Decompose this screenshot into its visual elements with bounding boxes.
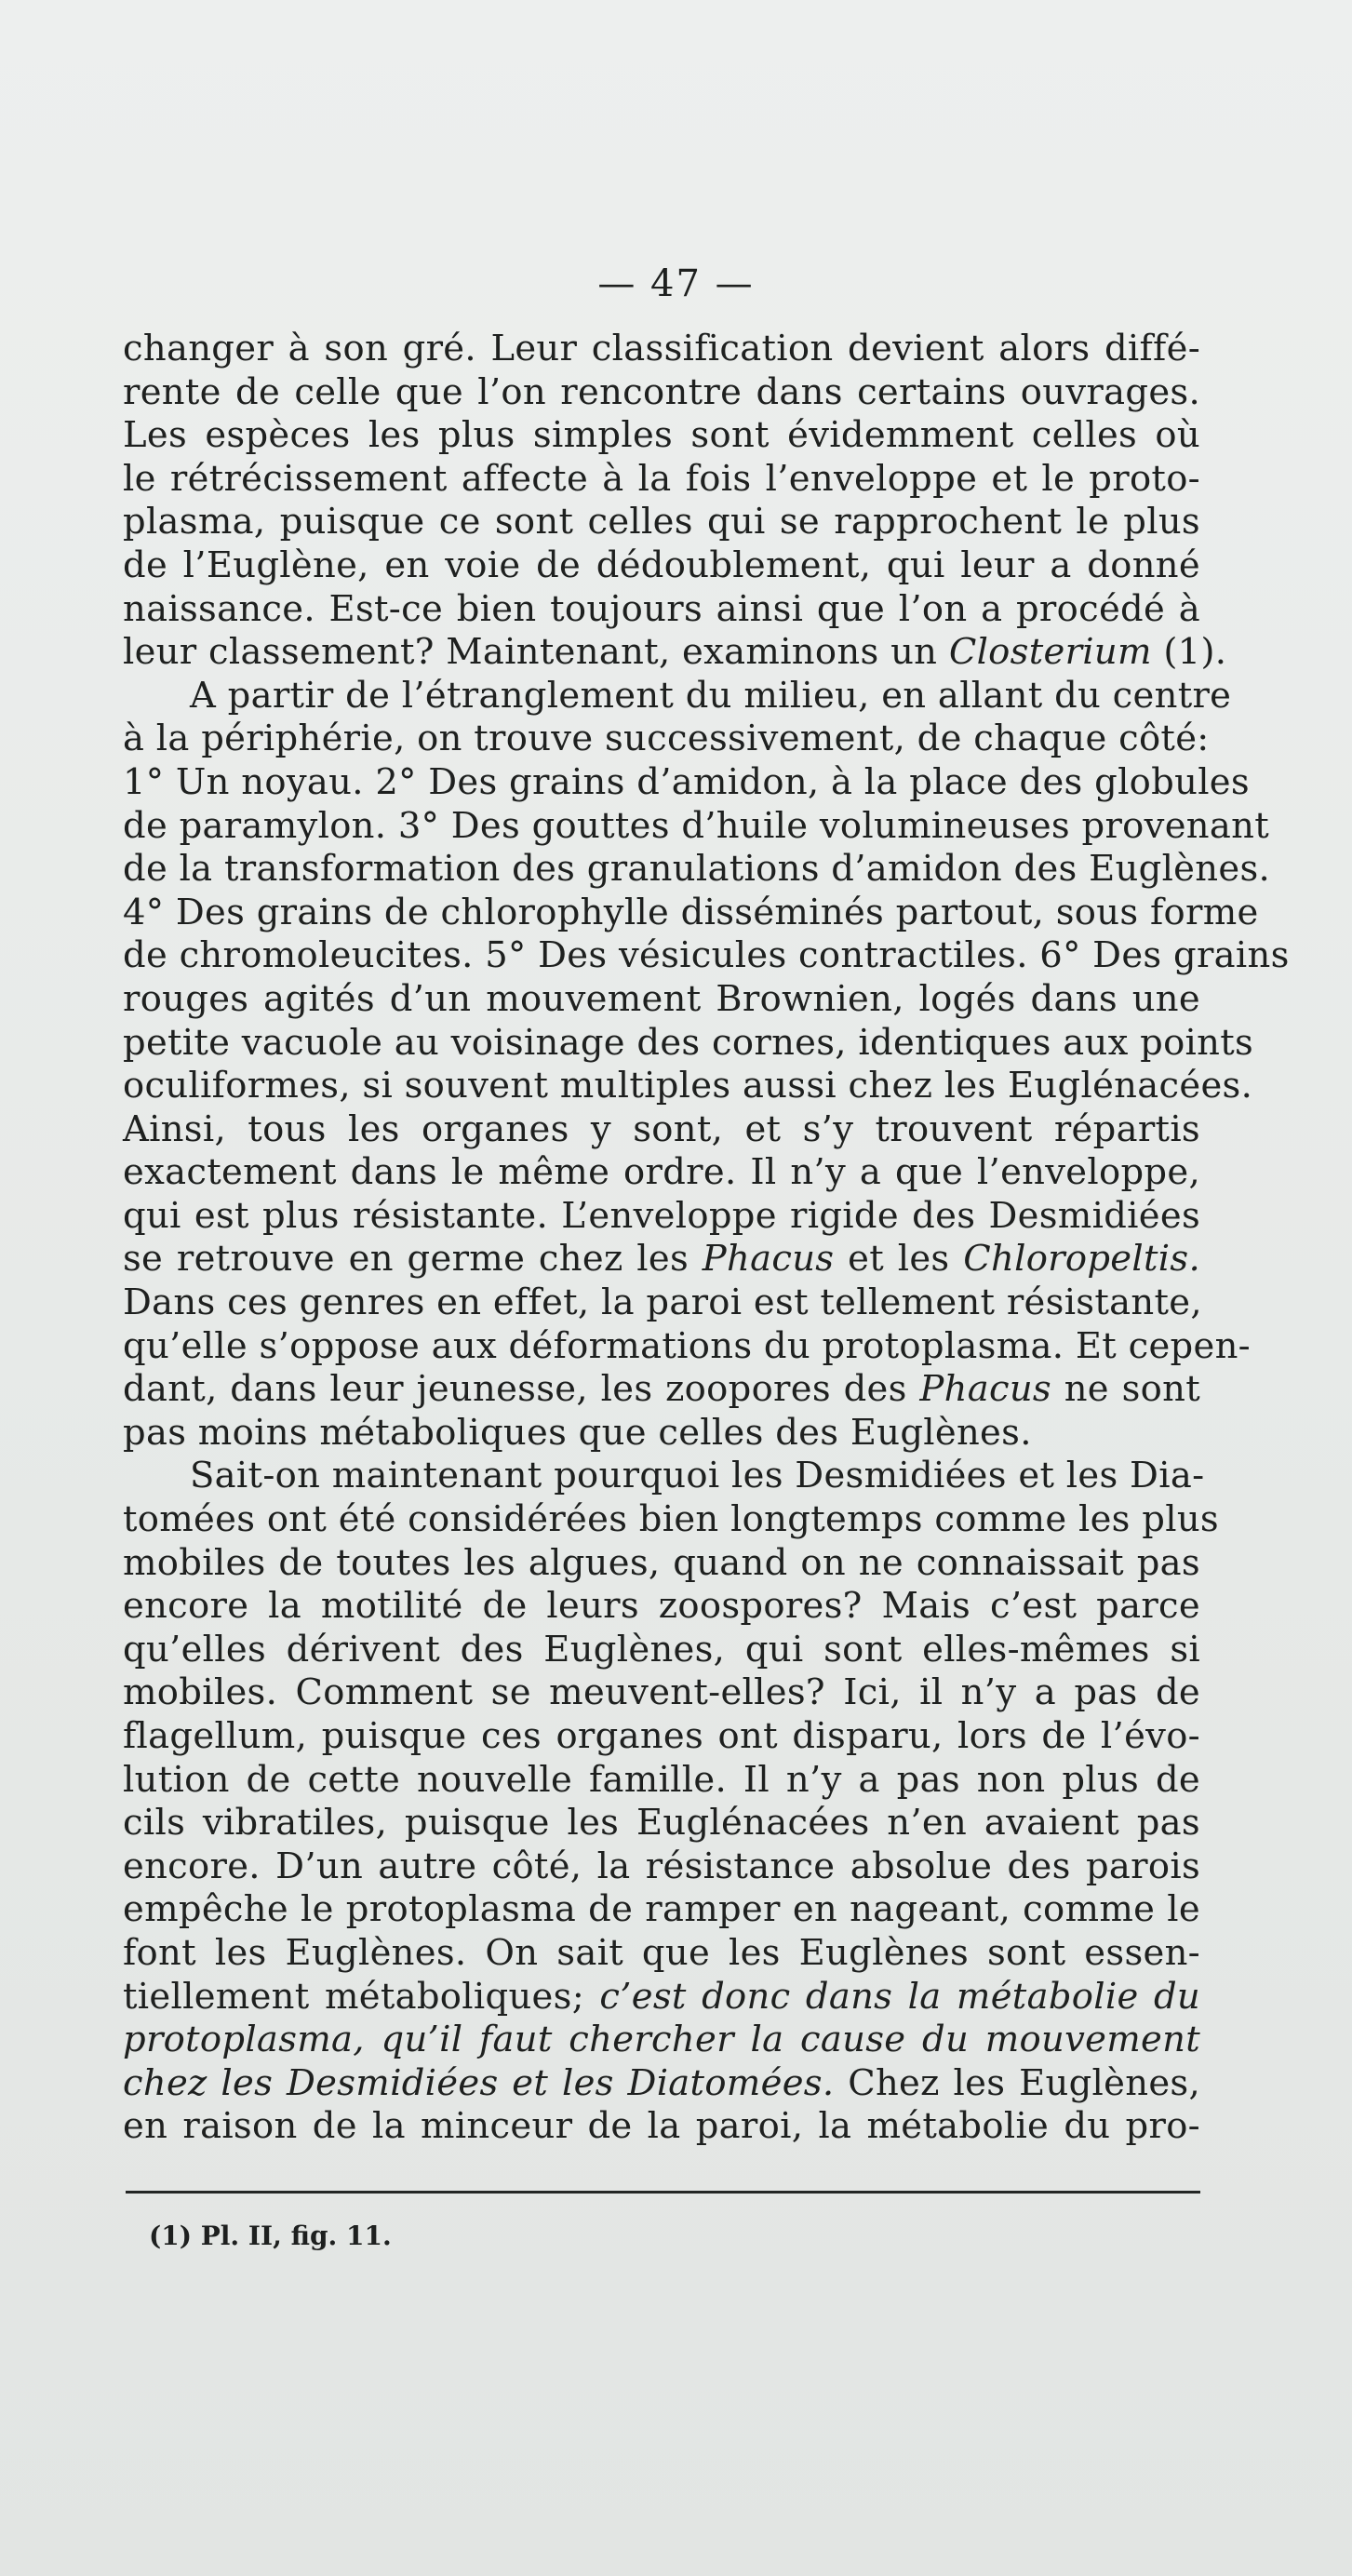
text-line: 4° Des grains de chlorophylle disséminés partout, sous forme [123, 891, 1259, 933]
footnote: (1) Pl. II, fig. 11. [149, 2220, 392, 2251]
text-line: pas moins métaboliques que celles des Euglènes. [123, 1411, 1032, 1454]
text-line: mobiles. Comment se meuvent-elles? Ici, il n’y a pas de [123, 1671, 1200, 1714]
text-line: leur classement? Maintenant, examinons un Closterium (1). [123, 631, 1227, 674]
text-line: Ainsi, tous les organes y sont, et s’y trouvent répartis [123, 1107, 1200, 1150]
text-line: encore la motilité de leurs zoospores? Mais c’est parce [123, 1585, 1200, 1628]
text-line: Les espèces les plus simples sont évidemment celles où [123, 414, 1200, 457]
text-line: cils vibratiles, puisque les Euglénacées n’en avaient pas [123, 1802, 1200, 1845]
text-line: exactement dans le même ordre. Il n’y a que l’enveloppe, [123, 1151, 1200, 1194]
text-line: empêche le protoplasma de ramper en nageant, comme le [123, 1888, 1200, 1931]
text-line: de la transformation des granulations d’amidon des Euglènes. [123, 848, 1271, 891]
text-line: font les Euglènes. On sait que les Euglènes sont essen- [123, 1931, 1200, 1974]
text-line: plasma, puisque ce sont celles qui se rapprochent le plus [123, 501, 1200, 543]
text-line: mobiles de toutes les algues, quand on ne connaissait pas [123, 1541, 1200, 1584]
footnote-divider [126, 2191, 1200, 2194]
text-line: chez les Desmidiées et les Diatomées. Chez les Euglènes, [123, 2061, 1200, 2104]
body-text [123, 328, 1290, 2149]
text-line: oculiformes, si souvent multiples aussi chez les Euglénacées. [123, 1065, 1253, 1107]
page-number: — 47 — [597, 262, 755, 305]
text-line: à la périphérie, on trouve successivement, de chaque côté: [123, 718, 1210, 760]
text-line: rouges agités d’un mouvement Brownien, logés dans une [123, 977, 1200, 1020]
text-line: tiellement métaboliques; c’est donc dans la métabolie du [123, 1975, 1201, 2018]
text-line: de paramylon. 3° Des gouttes d’huile volumineuses provenant [123, 804, 1269, 847]
text-line: tomées ont été considérées bien longtemps comme les plus [123, 1498, 1219, 1541]
text-line: lution de cette nouvelle famille. Il n’y a pas non plus de [123, 1758, 1200, 1801]
text-line: qu’elle s’oppose aux déformations du protoplasma. Et cepen- [123, 1324, 1251, 1367]
text-line: le rétrécissement affecte à la fois l’enveloppe et le proto- [123, 457, 1200, 500]
text-line: protoplasma, qu’il faut chercher la cause du mouvement [123, 2019, 1200, 2061]
text-line: en raison de la minceur de la paroi, la métabolie du pro- [123, 2105, 1200, 2148]
text-line: changer à son gré. Leur classification devient alors diffé- [123, 328, 1200, 369]
text-line: rente de celle que l’on rencontre dans certains ouvrages. [123, 370, 1200, 413]
text-line: naissance. Est-ce bien toujours ainsi que l’on a procédé à [123, 587, 1200, 630]
text-line: qui est plus résistante. L’enveloppe rigide des Desmidiées [123, 1194, 1200, 1237]
text-line: dant, dans leur jeunesse, les zoopores des Phacus ne sont [123, 1368, 1200, 1411]
text-line: encore. D’un autre côté, la résistance absolue des parois [123, 1845, 1200, 1887]
text-line: Dans ces genres en effet, la paroi est tellement résistante, [123, 1281, 1202, 1324]
text-line: 1° Un noyau. 2° Des grains d’amidon, à la place des globules [123, 760, 1250, 803]
text-line: se retrouve en germe chez les Phacus et les Chloropeltis. [123, 1238, 1200, 1281]
text-line: de l’Euglène, en voie de dédoublement, qui leur a donné [123, 543, 1200, 586]
text-line: qu’elles dérivent des Euglènes, qui sont elles-mêmes si [123, 1628, 1200, 1670]
text-line: flagellum, puisque ces organes ont disparu, lors de l’évo- [123, 1715, 1200, 1757]
text-line: A partir de l’étranglement du milieu, en allant du centre [190, 674, 1232, 717]
text-line: de chromoleucites. 5° Des vésicules contractiles. 6° Des grains [123, 934, 1290, 977]
text-line: Sait-on maintenant pourquoi les Desmidiées et les Dia- [190, 1455, 1205, 1497]
text-line: petite vacuole au voisinage des cornes, identiques aux points [123, 1021, 1254, 1064]
